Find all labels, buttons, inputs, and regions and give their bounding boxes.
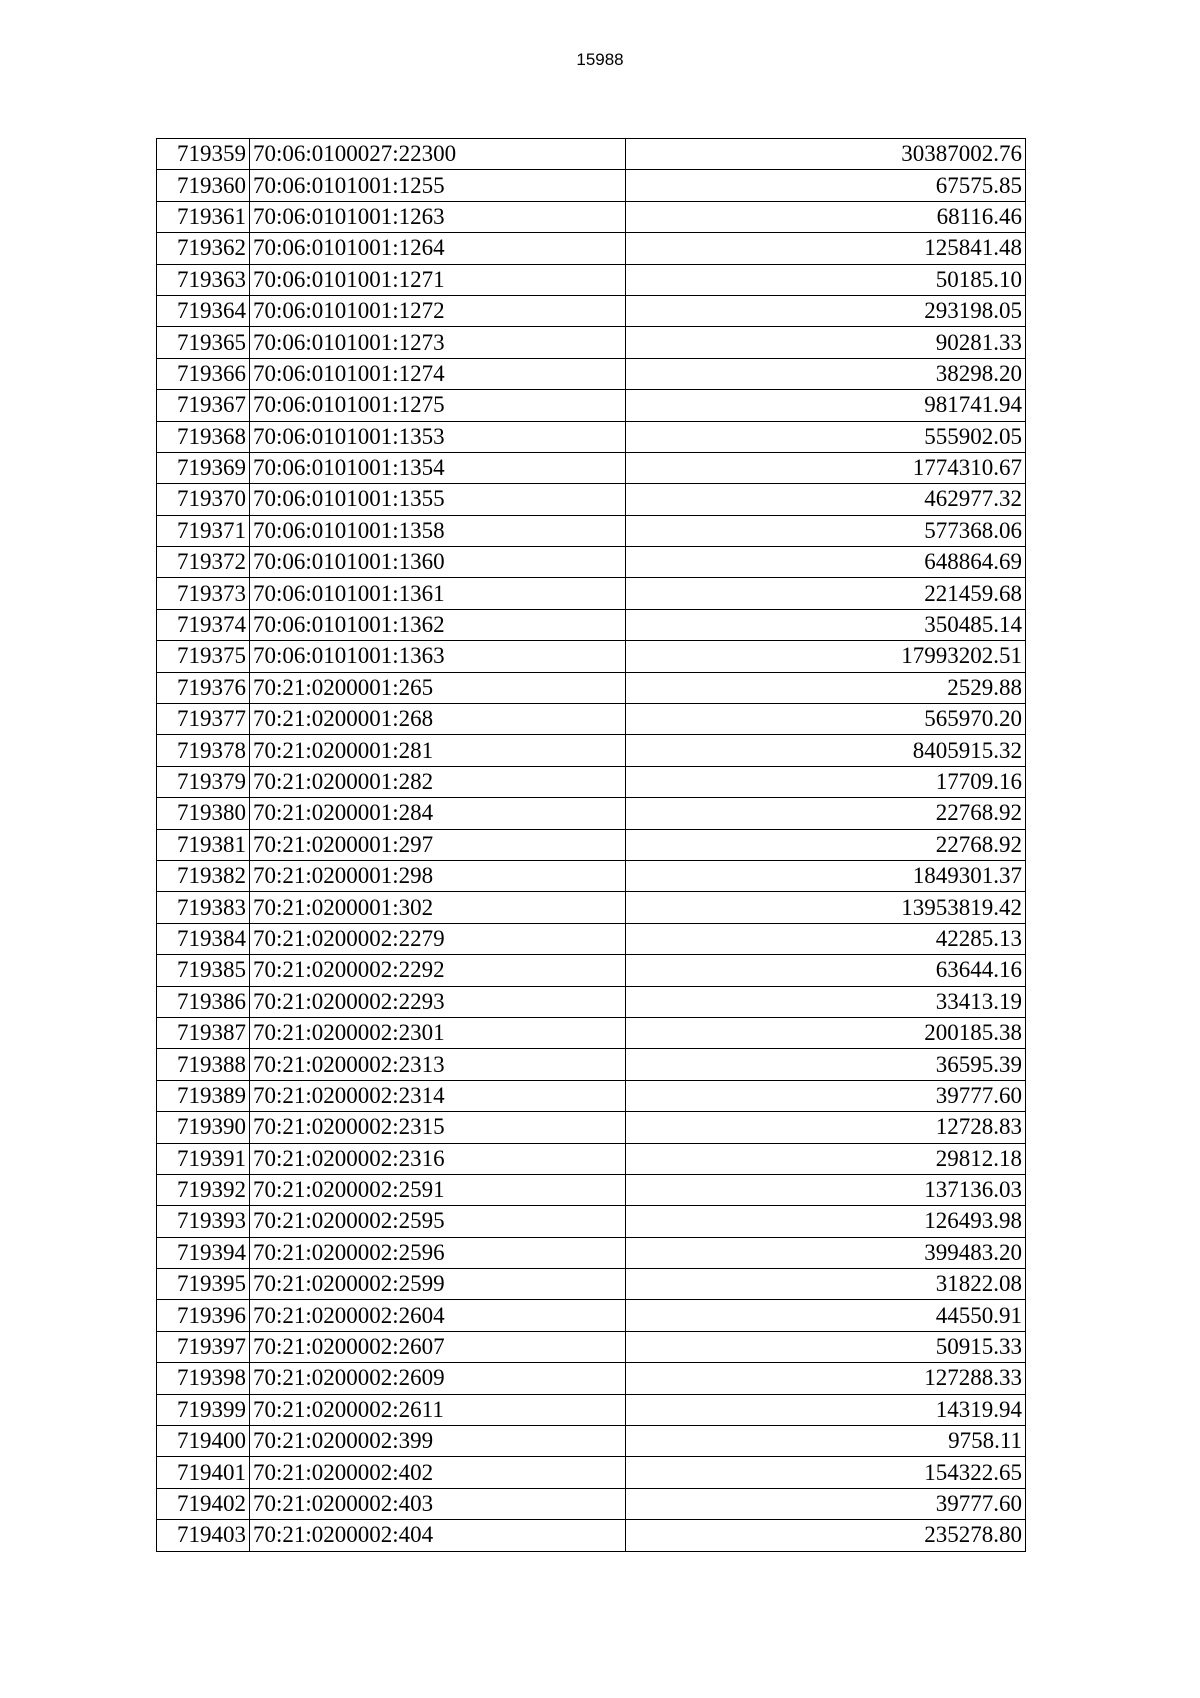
row-number-cell: 719368 bbox=[157, 421, 250, 452]
table-row bbox=[157, 1394, 1026, 1425]
cadastral-number-cell: 70:06:0101001:1361 bbox=[250, 578, 626, 609]
value-cell: 14319.94 bbox=[626, 1394, 1026, 1425]
value-cell: 399483.20 bbox=[626, 1237, 1026, 1268]
value-cell: 50185.10 bbox=[626, 264, 1026, 295]
cadastral-number-cell: 70:21:0200002:2315 bbox=[250, 1112, 626, 1143]
row-number-cell: 719397 bbox=[157, 1331, 250, 1362]
row-number-cell: 719372 bbox=[157, 547, 250, 578]
cadastral-number-cell: 70:21:0200002:2599 bbox=[250, 1269, 626, 1300]
cadastral-number-cell: 70:21:0200002:2293 bbox=[250, 986, 626, 1017]
row-number-cell: 719382 bbox=[157, 860, 250, 891]
value-cell: 8405915.32 bbox=[626, 735, 1026, 766]
table-row bbox=[157, 1143, 1026, 1174]
cadastral-number-cell: 70:21:0200002:2301 bbox=[250, 1017, 626, 1048]
table-row bbox=[157, 892, 1026, 923]
cadastral-number-cell: 70:21:0200001:282 bbox=[250, 766, 626, 797]
data-table bbox=[156, 138, 1026, 1552]
table-row bbox=[157, 390, 1026, 421]
row-number-cell: 719384 bbox=[157, 923, 250, 954]
row-number-cell: 719396 bbox=[157, 1300, 250, 1331]
row-number-cell: 719400 bbox=[157, 1426, 250, 1457]
row-number-cell: 719395 bbox=[157, 1269, 250, 1300]
value-cell: 462977.32 bbox=[626, 484, 1026, 515]
cadastral-number-cell: 70:21:0200002:2595 bbox=[250, 1206, 626, 1237]
value-cell: 648864.69 bbox=[626, 547, 1026, 578]
value-cell: 137136.03 bbox=[626, 1174, 1026, 1205]
table-row bbox=[157, 1206, 1026, 1237]
table-row bbox=[157, 609, 1026, 640]
value-cell: 9758.11 bbox=[626, 1426, 1026, 1457]
cadastral-number-cell: 70:06:0101001:1271 bbox=[250, 264, 626, 295]
row-number-cell: 719376 bbox=[157, 672, 250, 703]
cadastral-number-cell: 70:21:0200002:2611 bbox=[250, 1394, 626, 1425]
row-number-cell: 719402 bbox=[157, 1488, 250, 1519]
value-cell: 68116.46 bbox=[626, 201, 1026, 232]
value-cell: 17709.16 bbox=[626, 766, 1026, 797]
table-row bbox=[157, 766, 1026, 797]
table-row bbox=[157, 735, 1026, 766]
value-cell: 22768.92 bbox=[626, 798, 1026, 829]
row-number-cell: 719393 bbox=[157, 1206, 250, 1237]
row-number-cell: 719385 bbox=[157, 955, 250, 986]
cadastral-number-cell: 70:21:0200001:302 bbox=[250, 892, 626, 923]
table-row bbox=[157, 515, 1026, 546]
table-row bbox=[157, 986, 1026, 1017]
table-row bbox=[157, 170, 1026, 201]
row-number-cell: 719373 bbox=[157, 578, 250, 609]
table-row bbox=[157, 484, 1026, 515]
value-cell: 42285.13 bbox=[626, 923, 1026, 954]
cadastral-number-cell: 70:06:0101001:1273 bbox=[250, 327, 626, 358]
table-body bbox=[157, 139, 1026, 1552]
value-cell: 12728.83 bbox=[626, 1112, 1026, 1143]
cadastral-number-cell: 70:06:0100027:22300 bbox=[250, 139, 626, 170]
value-cell: 981741.94 bbox=[626, 390, 1026, 421]
table-row bbox=[157, 295, 1026, 326]
row-number-cell: 719378 bbox=[157, 735, 250, 766]
row-number-cell: 719398 bbox=[157, 1363, 250, 1394]
table-row bbox=[157, 923, 1026, 954]
value-cell: 154322.65 bbox=[626, 1457, 1026, 1488]
cadastral-number-cell: 70:21:0200002:2313 bbox=[250, 1049, 626, 1080]
table-row bbox=[157, 1363, 1026, 1394]
cadastral-number-cell: 70:21:0200002:2591 bbox=[250, 1174, 626, 1205]
value-cell: 235278.80 bbox=[626, 1520, 1026, 1551]
row-number-cell: 719380 bbox=[157, 798, 250, 829]
value-cell: 31822.08 bbox=[626, 1269, 1026, 1300]
cadastral-number-cell: 70:21:0200002:2596 bbox=[250, 1237, 626, 1268]
row-number-cell: 719386 bbox=[157, 986, 250, 1017]
row-number-cell: 719365 bbox=[157, 327, 250, 358]
table-row bbox=[157, 1049, 1026, 1080]
table-row bbox=[157, 1080, 1026, 1111]
row-number-cell: 719394 bbox=[157, 1237, 250, 1268]
value-cell: 63644.16 bbox=[626, 955, 1026, 986]
cadastral-number-cell: 70:21:0200002:2292 bbox=[250, 955, 626, 986]
cadastral-number-cell: 70:06:0101001:1358 bbox=[250, 515, 626, 546]
row-number-cell: 719390 bbox=[157, 1112, 250, 1143]
row-number-cell: 719381 bbox=[157, 829, 250, 860]
row-number-cell: 719374 bbox=[157, 609, 250, 640]
cadastral-number-cell: 70:06:0101001:1275 bbox=[250, 390, 626, 421]
cadastral-number-cell: 70:06:0101001:1274 bbox=[250, 358, 626, 389]
cadastral-number-cell: 70:06:0101001:1360 bbox=[250, 547, 626, 578]
value-cell: 39777.60 bbox=[626, 1488, 1026, 1519]
value-cell: 44550.91 bbox=[626, 1300, 1026, 1331]
row-number-cell: 719391 bbox=[157, 1143, 250, 1174]
table-row bbox=[157, 452, 1026, 483]
row-number-cell: 719379 bbox=[157, 766, 250, 797]
cadastral-number-cell: 70:06:0101001:1263 bbox=[250, 201, 626, 232]
table-row bbox=[157, 641, 1026, 672]
table-row bbox=[157, 547, 1026, 578]
value-cell: 127288.33 bbox=[626, 1363, 1026, 1394]
table-row bbox=[157, 1174, 1026, 1205]
value-cell: 577368.06 bbox=[626, 515, 1026, 546]
table-row bbox=[157, 1426, 1026, 1457]
value-cell: 565970.20 bbox=[626, 704, 1026, 735]
row-number-cell: 719403 bbox=[157, 1520, 250, 1551]
table-row bbox=[157, 1331, 1026, 1362]
value-cell: 13953819.42 bbox=[626, 892, 1026, 923]
value-cell: 221459.68 bbox=[626, 578, 1026, 609]
cadastral-number-cell: 70:06:0101001:1362 bbox=[250, 609, 626, 640]
cadastral-number-cell: 70:06:0101001:1354 bbox=[250, 452, 626, 483]
value-cell: 555902.05 bbox=[626, 421, 1026, 452]
row-number-cell: 719388 bbox=[157, 1049, 250, 1080]
table-row bbox=[157, 798, 1026, 829]
row-number-cell: 719364 bbox=[157, 295, 250, 326]
row-number-cell: 719389 bbox=[157, 1080, 250, 1111]
cadastral-number-cell: 70:06:0101001:1264 bbox=[250, 233, 626, 264]
value-cell: 200185.38 bbox=[626, 1017, 1026, 1048]
row-number-cell: 719366 bbox=[157, 358, 250, 389]
page-number: 15988 bbox=[576, 50, 624, 69]
table-row bbox=[157, 672, 1026, 703]
row-number-cell: 719392 bbox=[157, 1174, 250, 1205]
table-row bbox=[157, 1112, 1026, 1143]
row-number-cell: 719367 bbox=[157, 390, 250, 421]
table-row bbox=[157, 1457, 1026, 1488]
table-row bbox=[157, 233, 1026, 264]
table-row bbox=[157, 1237, 1026, 1268]
table-row bbox=[157, 201, 1026, 232]
table-row bbox=[157, 358, 1026, 389]
value-cell: 30387002.76 bbox=[626, 139, 1026, 170]
row-number-cell: 719363 bbox=[157, 264, 250, 295]
value-cell: 38298.20 bbox=[626, 358, 1026, 389]
row-number-cell: 719377 bbox=[157, 704, 250, 735]
row-number-cell: 719371 bbox=[157, 515, 250, 546]
cadastral-number-cell: 70:21:0200001:281 bbox=[250, 735, 626, 766]
row-number-cell: 719399 bbox=[157, 1394, 250, 1425]
table-row bbox=[157, 1269, 1026, 1300]
value-cell: 39777.60 bbox=[626, 1080, 1026, 1111]
row-number-cell: 719361 bbox=[157, 201, 250, 232]
table-row bbox=[157, 829, 1026, 860]
row-number-cell: 719375 bbox=[157, 641, 250, 672]
cadastral-number-cell: 70:21:0200002:399 bbox=[250, 1426, 626, 1457]
row-number-cell: 719370 bbox=[157, 484, 250, 515]
table-row bbox=[157, 264, 1026, 295]
row-number-cell: 719359 bbox=[157, 139, 250, 170]
row-number-cell: 719362 bbox=[157, 233, 250, 264]
value-cell: 126493.98 bbox=[626, 1206, 1026, 1237]
table-row bbox=[157, 704, 1026, 735]
cadastral-number-cell: 70:21:0200002:2279 bbox=[250, 923, 626, 954]
value-cell: 36595.39 bbox=[626, 1049, 1026, 1080]
value-cell: 1849301.37 bbox=[626, 860, 1026, 891]
value-cell: 50915.33 bbox=[626, 1331, 1026, 1362]
value-cell: 2529.88 bbox=[626, 672, 1026, 703]
cadastral-number-cell: 70:21:0200002:2607 bbox=[250, 1331, 626, 1362]
cadastral-number-cell: 70:21:0200001:284 bbox=[250, 798, 626, 829]
cadastral-number-cell: 70:06:0101001:1272 bbox=[250, 295, 626, 326]
value-cell: 29812.18 bbox=[626, 1143, 1026, 1174]
value-cell: 293198.05 bbox=[626, 295, 1026, 326]
table-row bbox=[157, 1017, 1026, 1048]
row-number-cell: 719383 bbox=[157, 892, 250, 923]
cadastral-number-cell: 70:21:0200002:2604 bbox=[250, 1300, 626, 1331]
cadastral-number-cell: 70:21:0200002:2316 bbox=[250, 1143, 626, 1174]
cadastral-number-cell: 70:21:0200002:404 bbox=[250, 1520, 626, 1551]
value-cell: 90281.33 bbox=[626, 327, 1026, 358]
table-row bbox=[157, 327, 1026, 358]
row-number-cell: 719401 bbox=[157, 1457, 250, 1488]
cadastral-number-cell: 70:21:0200002:402 bbox=[250, 1457, 626, 1488]
cadastral-number-cell: 70:21:0200002:2609 bbox=[250, 1363, 626, 1394]
table-row bbox=[157, 1488, 1026, 1519]
cadastral-number-cell: 70:06:0101001:1353 bbox=[250, 421, 626, 452]
cadastral-number-cell: 70:21:0200001:298 bbox=[250, 860, 626, 891]
table-row bbox=[157, 1520, 1026, 1551]
cadastral-number-cell: 70:21:0200001:297 bbox=[250, 829, 626, 860]
value-cell: 350485.14 bbox=[626, 609, 1026, 640]
row-number-cell: 719360 bbox=[157, 170, 250, 201]
cadastral-number-cell: 70:21:0200002:403 bbox=[250, 1488, 626, 1519]
value-cell: 1774310.67 bbox=[626, 452, 1026, 483]
table-row bbox=[157, 955, 1026, 986]
table-row bbox=[157, 139, 1026, 170]
table-row bbox=[157, 1300, 1026, 1331]
cadastral-number-cell: 70:06:0101001:1355 bbox=[250, 484, 626, 515]
value-cell: 67575.85 bbox=[626, 170, 1026, 201]
value-cell: 22768.92 bbox=[626, 829, 1026, 860]
cadastral-number-cell: 70:06:0101001:1255 bbox=[250, 170, 626, 201]
cadastral-number-cell: 70:21:0200001:268 bbox=[250, 704, 626, 735]
table-row bbox=[157, 421, 1026, 452]
table-row bbox=[157, 578, 1026, 609]
table-row bbox=[157, 860, 1026, 891]
value-cell: 33413.19 bbox=[626, 986, 1026, 1017]
value-cell: 17993202.51 bbox=[626, 641, 1026, 672]
cadastral-number-cell: 70:21:0200001:265 bbox=[250, 672, 626, 703]
value-cell: 125841.48 bbox=[626, 233, 1026, 264]
cadastral-number-cell: 70:06:0101001:1363 bbox=[250, 641, 626, 672]
cadastral-number-cell: 70:21:0200002:2314 bbox=[250, 1080, 626, 1111]
row-number-cell: 719387 bbox=[157, 1017, 250, 1048]
row-number-cell: 719369 bbox=[157, 452, 250, 483]
